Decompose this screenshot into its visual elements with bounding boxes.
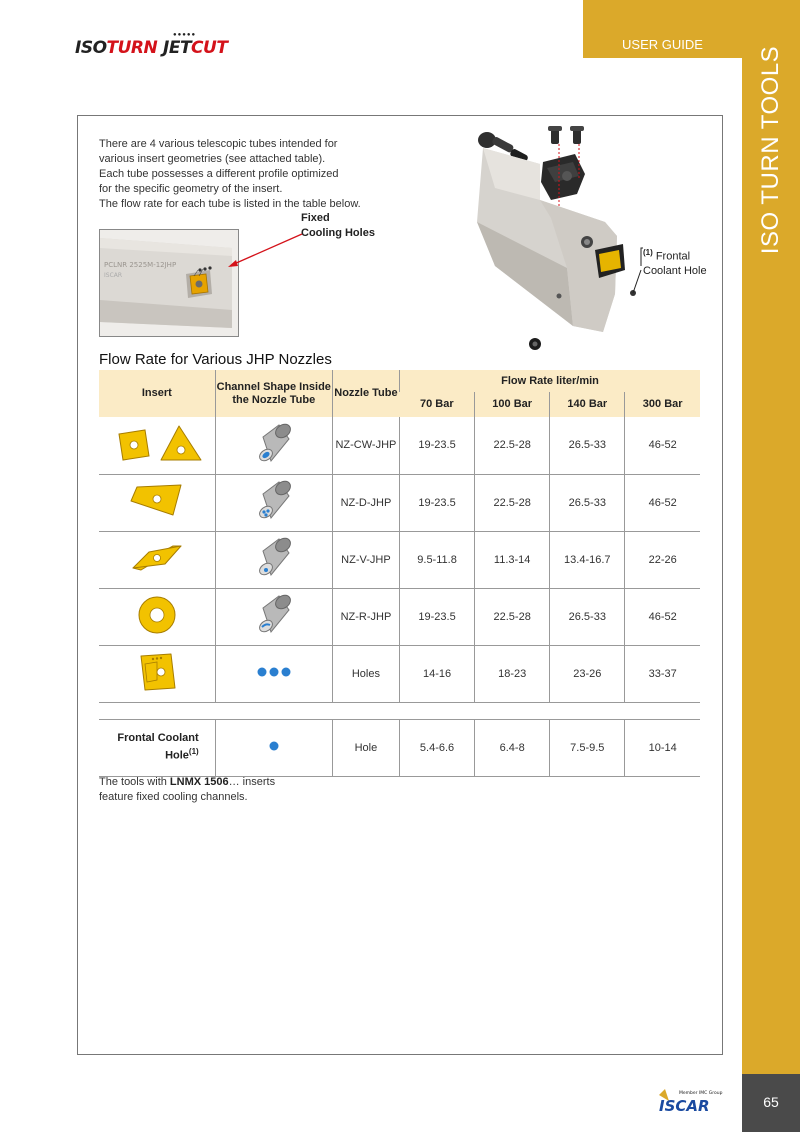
nozzle-cell: NZ-V-JHP [332, 531, 399, 588]
rate-70-cell: 19-23.5 [399, 588, 474, 645]
channel-shape-cell [215, 588, 332, 645]
table-row [99, 474, 700, 531]
nozzle-tube-cw-icon [249, 421, 299, 467]
three-holes-icon [254, 665, 294, 679]
r-round-insert-icon [109, 593, 205, 637]
insert-cell [99, 531, 215, 588]
col-header-channel-shape: Channel Shape Inside the Nozzle Tube [215, 370, 332, 417]
nozzle-cell: NZ-R-JHP [332, 588, 399, 645]
col-header-100-bar: 100 Bar [475, 392, 550, 417]
col-header-300-bar: 300 Bar [625, 392, 700, 417]
rate-70-cell: 9.5-11.8 [399, 531, 474, 588]
rate-100-cell: 22.5-28 [475, 417, 550, 474]
channel-shape-cell [215, 645, 332, 702]
rate-300-cell: 46-52 [625, 588, 700, 645]
rate-300-cell: 22-26 [625, 531, 700, 588]
rate-100-cell: 6.4-8 [475, 719, 550, 776]
nozzle-cell: NZ-D-JHP [332, 474, 399, 531]
nozzle-cell: Hole [332, 719, 399, 776]
svg-text:PCLNR 2525M-12JHP: PCLNR 2525M-12JHP [104, 261, 177, 269]
rate-100-cell: 22.5-28 [475, 588, 550, 645]
rate-140-cell: 23-26 [550, 645, 625, 702]
col-header-insert: Insert [99, 370, 215, 417]
rate-70-cell: 19-23.5 [399, 474, 474, 531]
iscar-logo [657, 1087, 732, 1113]
brand-text: ISCAR [659, 1097, 710, 1113]
flow-rate-table [99, 370, 700, 777]
rate-140-cell: 26.5-33 [550, 417, 625, 474]
jetcut-logo: JETCUT [163, 38, 228, 58]
rate-140-cell: 7.5-9.5 [550, 719, 625, 776]
isoturn-logo: ISOTURN [75, 38, 158, 58]
channel-shape-cell [215, 417, 332, 474]
rate-70-cell: 19-23.5 [399, 417, 474, 474]
page-number: 65 [763, 1094, 779, 1110]
col-header-flow-rate: Flow Rate liter/min [399, 370, 700, 392]
rate-70-cell: 5.4-6.6 [399, 719, 474, 776]
insert-cell [99, 588, 215, 645]
intro-text: There are 4 various telescopic tubes intended for various insert geometries (see attached table). Each tube possesses a different profile optimized for the specific geometry of the insert. The flow rate for each tube is listed in the table below. [99, 138, 361, 210]
col-header-nozzle-tube: Nozzle Tube [332, 370, 399, 417]
table-row [99, 417, 700, 474]
table-spacer [99, 702, 700, 719]
rate-300-cell: 46-52 [625, 417, 700, 474]
frontal-coolant-hole-callout: $^{(1)}$ Frontal Coolant Hole [643, 248, 707, 277]
nozzle-tube-r-icon [249, 592, 299, 638]
rate-100-cell: 18-23 [475, 645, 550, 702]
side-title: ISO TURN TOOLS [757, 45, 784, 255]
lnmx-insert-icon [109, 650, 205, 694]
col-header-140-bar: 140 Bar [550, 392, 625, 417]
channel-shape-cell [215, 719, 332, 776]
insert-cell [99, 474, 215, 531]
nozzle-tube-v-icon [249, 535, 299, 581]
user-guide-tab[interactable] [583, 0, 742, 58]
table-header-row [99, 370, 700, 392]
rate-100-cell: 22.5-28 [475, 474, 550, 531]
insert-cell [99, 417, 215, 474]
section-title: Flow Rate for Various JHP Nozzles [99, 351, 332, 368]
rate-140-cell: 13.4-16.7 [550, 531, 625, 588]
v-rhombic-insert-icon [109, 538, 205, 578]
rate-100-cell: 11.3-14 [475, 531, 550, 588]
rate-300-cell: 46-52 [625, 474, 700, 531]
nozzle-tube-d-icon [249, 478, 299, 524]
footnote: The tools with LNMX 1506… inserts feature fixed cooling channels. [99, 776, 276, 803]
table-row [99, 531, 700, 588]
channel-shape-cell [215, 531, 332, 588]
member-text: Member IMC Group [679, 1091, 723, 1096]
col-header-70-bar: 70 Bar [399, 392, 474, 417]
exploded-tool-photo [455, 118, 645, 354]
tool-holder-photo [99, 229, 239, 337]
channel-shape-cell [215, 474, 332, 531]
d-rhombic-insert-icon [109, 481, 205, 521]
rate-300-cell: 33-37 [625, 645, 700, 702]
rate-140-cell: 26.5-33 [550, 588, 625, 645]
rate-300-cell: 10-14 [625, 719, 700, 776]
nozzle-cell: NZ-CW-JHP [332, 417, 399, 474]
rate-140-cell: 26.5-33 [550, 474, 625, 531]
svg-text:ISCAR: ISCAR [104, 272, 123, 279]
rate-70-cell: 14-16 [399, 645, 474, 702]
single-hole-icon [267, 739, 281, 753]
cw-square-triangle-insert-icon [109, 424, 205, 464]
page-number-box [742, 1074, 800, 1132]
frontal-coolant-row [99, 719, 700, 776]
fixed-holes-arrow-icon [224, 232, 304, 272]
jetcut-dots-icon: ●●●●● [173, 32, 197, 38]
user-guide-label: USER GUIDE [622, 37, 703, 52]
insert-cell [99, 645, 215, 702]
frontal-coolant-label: Frontal Coolant Hole$^{(1)}$ [99, 719, 215, 776]
nozzle-cell: Holes [332, 645, 399, 702]
table-row [99, 588, 700, 645]
table-row [99, 645, 700, 702]
fixed-cooling-holes-callout: Fixed Cooling Holes [301, 212, 375, 239]
